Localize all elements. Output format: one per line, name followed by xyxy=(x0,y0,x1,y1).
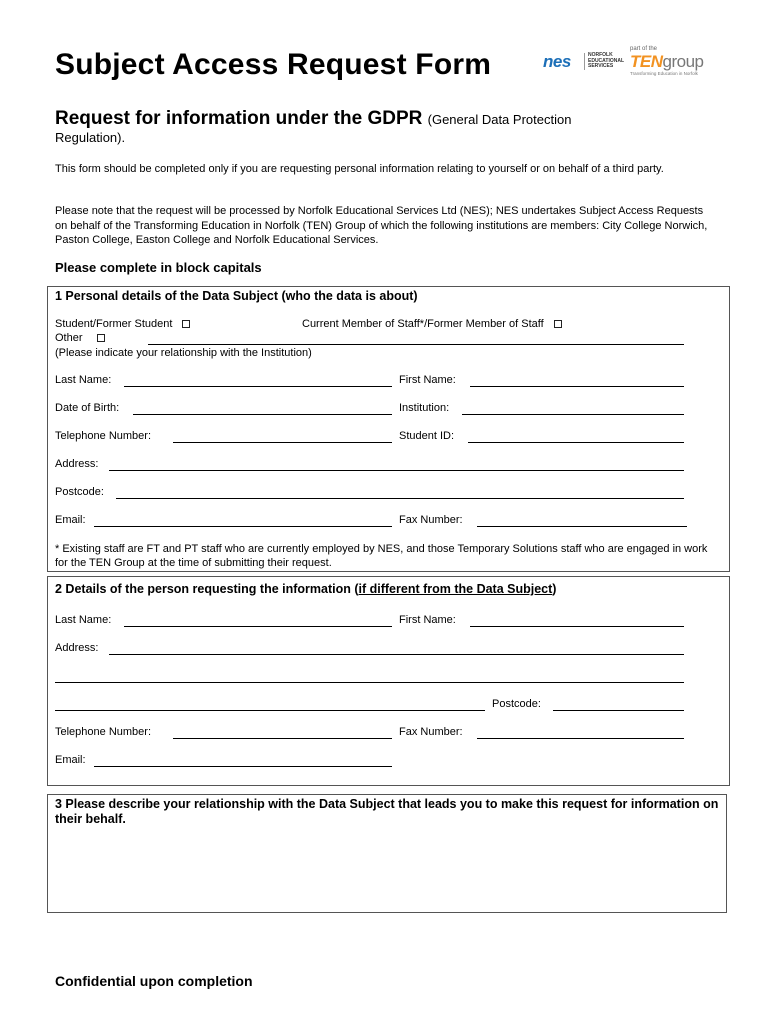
s1-first-name-label: First Name: xyxy=(399,374,456,386)
ten-logo-mark: TENgroup xyxy=(630,52,704,71)
staff-footnote: * Existing staff are FT and PT staff who are currently employed by NES, and those Temporary Solutions staff who are engaged in work for the TEN Group at the time of submitting their request. xyxy=(55,543,708,569)
nes-logo xyxy=(543,52,623,72)
s2-fax-label: Fax Number: xyxy=(399,726,463,738)
s1-student-id-field[interactable] xyxy=(468,442,684,443)
s1-dob-label: Date of Birth: xyxy=(55,402,120,414)
section-1-heading: 1 Personal details of the Data Subject (who the data is about) xyxy=(55,289,418,303)
s2-address-field-3[interactable] xyxy=(55,710,485,711)
student-checkbox[interactable] xyxy=(182,320,190,328)
s1-postcode-label: Postcode: xyxy=(55,486,104,498)
s2-address-field-2[interactable] xyxy=(55,682,684,683)
s2-first-name-field[interactable] xyxy=(470,626,684,627)
s2-telephone-label: Telephone Number: xyxy=(55,726,152,738)
s2-postcode-label: Postcode: xyxy=(492,698,541,710)
s1-student-id-label: Student ID: xyxy=(399,430,455,442)
s2-address-field-1[interactable] xyxy=(109,654,684,655)
s1-first-name-field[interactable] xyxy=(470,386,684,387)
staff-option[interactable]: Current Member of Staff*/Former Member of Staff xyxy=(302,318,562,330)
page-title: Subject Access Request Form xyxy=(55,48,492,81)
other-input-line[interactable] xyxy=(148,344,684,345)
nes-logo-mark: nes xyxy=(543,52,571,71)
s2-email-field[interactable] xyxy=(94,766,392,767)
subtitle: Request for information under the GDPR (General Data Protection xyxy=(55,108,572,129)
confidential-footer: Confidential upon completion xyxy=(55,973,253,989)
other-checkbox[interactable] xyxy=(97,334,105,342)
s2-telephone-field[interactable] xyxy=(173,738,392,739)
s2-first-name-label: First Name: xyxy=(399,614,456,626)
s1-fax-label: Fax Number: xyxy=(399,514,463,526)
s1-last-name-field[interactable] xyxy=(124,386,392,387)
s2-address-label: Address: xyxy=(55,642,99,654)
s1-fax-field[interactable] xyxy=(477,526,687,527)
s2-fax-field[interactable] xyxy=(477,738,684,739)
s1-address-field[interactable] xyxy=(109,470,684,471)
s1-institution-field[interactable] xyxy=(462,414,684,415)
s2-last-name-field[interactable] xyxy=(124,626,392,627)
s2-last-name-label: Last Name: xyxy=(55,614,112,626)
nes-logo-text: NORFOLK EDUCATIONAL SERVICES xyxy=(584,53,624,70)
other-option[interactable]: Other xyxy=(55,332,105,344)
block-capitals-note: Please complete in block capitals xyxy=(55,260,262,275)
s2-postcode-field[interactable] xyxy=(553,710,684,711)
ten-group-logo xyxy=(630,46,710,76)
section-2-box xyxy=(47,576,730,786)
ten-part-of: part of the xyxy=(630,46,658,52)
student-option[interactable]: Student/Former Student xyxy=(55,318,190,330)
section-2-heading: 2 Details of the person requesting the information (if different from the Data Subject) xyxy=(55,582,557,596)
ten-tagline: Transforming Education in Norfolk xyxy=(630,71,698,76)
s1-dob-field[interactable] xyxy=(133,414,392,415)
intro-paragraph-1: This form should be completed only if you are requesting personal information relating to yourself or on behalf of a third party. xyxy=(55,163,664,175)
intro-paragraph-2: Please note that the request will be processed by Norfolk Educational Services Ltd (NES); NES undertakes Subject Access Requests on behalf of the Transforming Education in Norfolk (TEN) Group of which the following institutions are members: City College Norwich, Paston College, Easton College and Norfolk Educational Services. xyxy=(55,205,708,246)
s1-last-name-label: Last Name: xyxy=(55,374,112,386)
s1-email-label: Email: xyxy=(55,514,86,526)
section-3-heading: 3 Please describe your relationship with the Data Subject that leads you to make this request for information on their behalf. xyxy=(55,797,719,826)
s1-telephone-label: Telephone Number: xyxy=(55,430,152,442)
s1-telephone-field[interactable] xyxy=(173,442,392,443)
s1-postcode-field[interactable] xyxy=(116,498,684,499)
s1-address-label: Address: xyxy=(55,458,99,470)
s2-email-label: Email: xyxy=(55,754,86,766)
relationship-note: (Please indicate your relationship with the Institution) xyxy=(55,347,312,359)
subtitle-line2: Regulation). xyxy=(55,130,126,145)
s1-email-field[interactable] xyxy=(94,526,392,527)
s1-institution-label: Institution: xyxy=(399,402,450,414)
staff-checkbox[interactable] xyxy=(554,320,562,328)
